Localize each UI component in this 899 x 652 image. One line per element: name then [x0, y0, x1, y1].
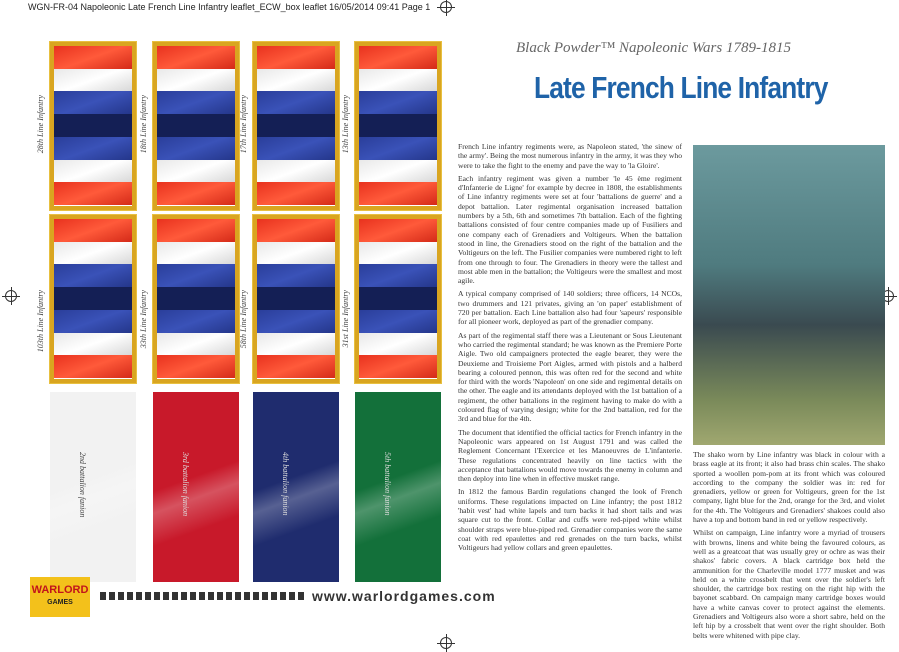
battalion-fanion — [355, 392, 441, 582]
flag-stripe — [257, 182, 335, 205]
fanion-label: 2nd battalion fanion — [78, 452, 87, 518]
registration-mark-icon — [440, 1, 452, 13]
paragraph: As part of the regimental staff there was a Lieutenant or Sous Lieutenant who carried the regimental standard; he was known as the Premiere Porte Aigle. Two old campaigners protected the eagle bearer, they were the Deuxieme and Troisieme Port Aigles, armed with pistols and a halberd bearing a coloured pennon, this was often red for the second and white for third with the words 'Napoleon' on one side and regimental details on the other. The eagle and its attendants deployed with the 1st battalion of a regiment, the other battalions in the regiment having to make do with a coloured flag of varying design; white for the 2nd battalion, red for the 3rd and blue for the 4th. — [458, 330, 682, 424]
battalion-fanion — [50, 392, 136, 582]
flag-stripe — [257, 114, 335, 137]
flag-stripe — [54, 219, 132, 242]
flag-label: 17th Line Infantry — [239, 95, 248, 154]
flag-stripe — [359, 242, 437, 265]
flag-stripe — [157, 137, 235, 160]
paragraph: The shako worn by Line infantry was black in colour with a brass eagle at its front; it also had brass chin scales. The shako sported a woollen pom-pom at its front which was coloured according to the company the soldier was in: red for grenadiers, yellow or green for Voltigeurs, green for the 1st company, light blue for the 2nd, orange for the 3rd, and violet for the 4th. The Voltigeurs and Grenadiers' shakoes could also have a top and bottom band in red or yellow respectively. — [693, 450, 885, 525]
regimental-flag — [153, 42, 239, 210]
warlord-games-logo: WARLORD GAMES — [30, 577, 90, 617]
flag-stripe — [359, 91, 437, 114]
battalion-fanion — [253, 392, 339, 582]
flag-label: 28th Line Infantry — [36, 95, 45, 154]
flag-stripe — [54, 355, 132, 378]
flag-stripe — [257, 160, 335, 183]
flag-stripe — [359, 264, 437, 287]
flag-stripe — [359, 114, 437, 137]
flag-stripe — [54, 114, 132, 137]
registration-mark-icon — [440, 637, 452, 649]
flag-stripe — [257, 46, 335, 69]
flag-stripe — [157, 310, 235, 333]
flag-stripe — [359, 287, 437, 310]
flag-stripe — [157, 114, 235, 137]
flag-stripe — [359, 310, 437, 333]
flag-stripe — [359, 46, 437, 69]
regimental-flag — [253, 42, 339, 210]
flag-stripe — [54, 333, 132, 356]
flag-stripe — [54, 69, 132, 92]
flag-label: 13th Line Infantry — [341, 95, 350, 154]
flag-stripe — [54, 137, 132, 160]
flag-stripe — [54, 264, 132, 287]
flag-stripe — [54, 160, 132, 183]
flag-stripe — [157, 69, 235, 92]
flag-stripe — [157, 242, 235, 265]
flag-stripe — [257, 137, 335, 160]
flag-stripe — [359, 219, 437, 242]
paragraph: Each infantry regiment was given a number 'le 45 ème regiment d'Infanterie de Ligne' for example by decree in 1808, the establishments of Line infantry regiments were set at four 'battalions de guerre' and a depot battalion. Later regimental organisation increased battalion numbers by a 5th, 6th and sometimes 7th battalion. Each of the fighting battalions consisted of four centre companies made up of Fusiliers and one company each of Grenadiers and Voltigeurs. When the battalion stood in line, the Grenadiers stood on the right of the battalion and the Voltigeurs on the left. The Fusilier companies were numbered right to left from one through to four. The Grenadiers in theory were the tallest and most able men in the battalion; the Voltigeurs were the smallest and most agile. — [458, 173, 682, 286]
flag-stripe — [54, 46, 132, 69]
paragraph: Whilst on campaign, Line infantry wore a myriad of trousers with browns, linens and white being the favoured colours, as well as a greatcoat that was usually grey or ochre as was their shakos' fabric covers. A black cartridge box held the ammunition for the Charleville model 1777 musket and was held on a white crossbelt that went over the soldier's left shoulder, the cartridge box resting on the right hip with the bayonet scabbard. On campaign many cartridge boxes would have a white canvas cover to protect against the elements. Grenadiers and Voltigeurs also wore a short sabre, held on the left hip by a crossbelt that went over the right shoulder. Both belts were whitened with pipe clay. — [693, 528, 885, 640]
infantry-illustration — [693, 145, 885, 445]
flag-stripe — [157, 46, 235, 69]
flag-stripe — [54, 287, 132, 310]
paragraph: French Line infantry regiments were, as Napoleon stated, 'the sinew of the army'. Being the most numerous infantry in the army, it was they who were to take the fight to the enemy and pave the way to 'la Gloire'. — [458, 142, 682, 170]
flag-label: 33th Line Infantry — [139, 290, 148, 349]
flag-stripe — [257, 219, 335, 242]
flag-stripe — [359, 69, 437, 92]
flag-stripe — [157, 91, 235, 114]
fanion-label: 5th battalion fanion — [383, 452, 392, 516]
flag-stripe — [157, 333, 235, 356]
fanion-label: 3rd battalion fanion — [181, 452, 190, 517]
page-title: Late French Line Infantry — [534, 70, 828, 105]
flag-stripe — [359, 137, 437, 160]
flag-stripe — [359, 160, 437, 183]
regimental-flag — [50, 42, 136, 210]
flag-stripe — [157, 219, 235, 242]
registration-mark-icon — [5, 290, 17, 302]
flag-stripe — [359, 333, 437, 356]
print-slug: WGN-FR-04 Napoleonic Late French Line Infantry leaflet_ECW_box leaflet 16/05/2014 09:41 Page 1 — [28, 2, 431, 12]
flag-stripe — [54, 242, 132, 265]
regimental-flag — [253, 215, 339, 383]
regimental-flag — [50, 215, 136, 383]
text-column-right — [693, 450, 885, 644]
flag-stripe — [359, 355, 437, 378]
flag-label: 103th Line Infantry — [36, 290, 45, 353]
flag-stripe — [257, 355, 335, 378]
website-url: www.warlordgames.com — [312, 588, 496, 604]
paragraph: The document that identified the official tactics for French infantry in the Napoleonic wars appeared on 1st August 1791 and was called the Reglement Concernant l'Exercice et les Manoeuvres de L'infanterie. These regulations concentrated heavily on line tactics with the acceptance that battalions would move towards the enemy in column and then deploy into line when in effective musket range. — [458, 427, 682, 484]
flag-stripe — [257, 69, 335, 92]
flag-stripe — [257, 264, 335, 287]
flag-stripe — [257, 287, 335, 310]
regimental-flag — [153, 215, 239, 383]
flag-stripe — [157, 355, 235, 378]
regimental-flag — [355, 215, 441, 383]
fanion-label: 4th battalion fanion — [281, 452, 290, 516]
battalion-fanion — [153, 392, 239, 582]
text-column-left — [458, 142, 682, 556]
flag-stripe — [257, 91, 335, 114]
flag-stripe — [54, 91, 132, 114]
flag-stripe — [359, 182, 437, 205]
paragraph: In 1812 the famous Bardin regulations changed the look of French uniforms. These regulations impacted on Line infantry; the post 1812 'habit vest' had white lapels and turn backs it had short tails and was square cut to the front. Collar and cuffs were red-piped white whilst shoulder straps were blue-piped red. Grenadier companies wore the same coat with red epaulettes and red grenades on the turn backs, whilst Voltigeurs had yellow collars and green epaulettes. — [458, 487, 682, 553]
series-title: Black Powder™ Napoleonic Wars 1789-1815 — [516, 40, 791, 56]
flag-stripe — [54, 182, 132, 205]
flag-stripe — [257, 242, 335, 265]
regimental-flag — [355, 42, 441, 210]
flag-stripe — [157, 264, 235, 287]
flag-stripe — [54, 310, 132, 333]
flag-stripe — [157, 182, 235, 205]
flag-label: 18th Line Infantry — [139, 95, 148, 154]
flag-label: 31st Line Infantry — [341, 290, 350, 348]
paragraph: A typical company comprised of 140 soldiers; three officers, 14 NCOs, two drummers and 121 privates, giving an 'on paper' establishment of 720 per battalion. Each Line battalion also had four 'sapeurs' responsible for all pioneer work, deployed as part of the grenadier company. — [458, 289, 682, 327]
decorative-stripe — [100, 592, 305, 600]
flag-stripe — [157, 160, 235, 183]
flag-stripe — [157, 287, 235, 310]
flag-stripe — [257, 333, 335, 356]
flag-label: 58th Line Infantry — [239, 290, 248, 349]
flag-stripe — [257, 310, 335, 333]
